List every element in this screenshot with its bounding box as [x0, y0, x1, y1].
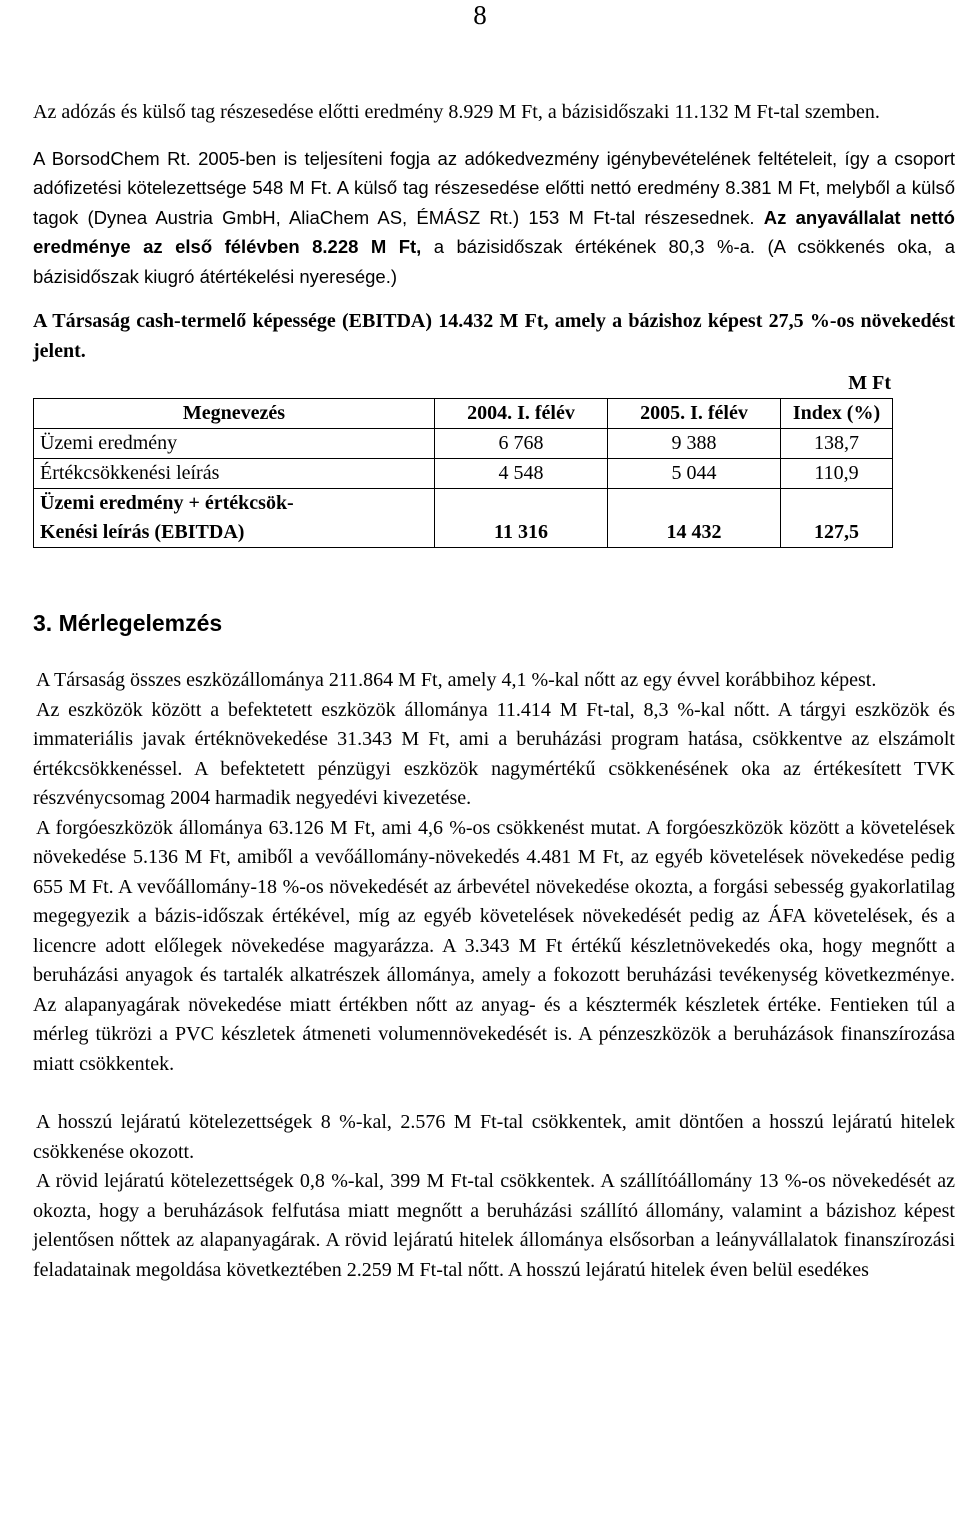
paragraph-short-term-liabilities: A rövid lejáratú kötelezettségek 0,8 %-kal, 399 M Ft-tal csökkentek. A szállítóállomány 13 %-os növekedését az okozta, hogy a beruházások felfutása miatt megnőtt a beruházási szállító állomány, valamint a bázishoz képest jelentősen nőttek az alapanyagárak. A rövid lejáratú hitelek állománya elsősorban a leányvállalatok finanszírozási feladatainak megoldása következtében 2.259 M Ft-tal nőtt. A hosszú lejáratú hitelek éven belül esedékes: [33, 1170, 955, 1281]
row-value: 138,7: [781, 429, 893, 459]
row-value: 110,9: [781, 459, 893, 489]
header-index: Index (%): [781, 399, 893, 429]
row-value: 5 044: [608, 459, 781, 489]
total-label-line1: Üzemi eredmény + értékcsök-: [40, 492, 294, 514]
header-2005: 2005. I. félév: [608, 399, 781, 429]
paragraph-fixed-assets: Az eszközök között a befektetett eszközök állománya 11.414 M Ft-tal, 8,3 %-kal nőtt. A tárgyi eszközök és immateriális javak értéknövekedése 31.343 M Ft, ami a beruházási program hatása, csökkentve az elszámolt értékcsökkenéssel. A befektetett pénzügyi eszközök nagymértékű csökkenésének oka az értékesített TVK részvénycsomag 2004 harmadik negyedévi kivezetése.: [33, 698, 955, 809]
text-external-share: A külső tag részesedése előtti nettó eredmény 8.381 M Ft, melyből a külső tagok (Dynea Austria GmbH, AliaChem AS, ÉMÁSZ Rt.) 153 M Ft-tal részesednek.: [33, 177, 955, 228]
document-body: [33, 98, 955, 1285]
text-base-period: a bázisidőszak értékének 80,3 %-a. (A csökkenés oka, a bázisidőszak kiugró átértékelési nyeresége.): [33, 236, 955, 287]
paragraph-tax: [33, 144, 955, 292]
header-2004: 2004. I. félév: [435, 399, 608, 429]
row-value: 6 768: [435, 429, 608, 459]
page-number: 8: [473, 0, 487, 30]
table-row: [34, 459, 893, 489]
total-value: 127,5: [781, 489, 893, 548]
paragraph-current-assets: A forgóeszközök állománya 63.126 M Ft, ami 4,6 %-os csökkenést mutat. A forgóeszközök között a követelések növekedése 5.136 M Ft, amiből a vevőállomány-növekedés 4.481 M Ft, az egyéb követelések növekedése pedig 655 M Ft. A vevőállomány-18 %-os növekedését az árbevétel növekedése okozta, a forgási sebesség gyakorlatilag megegyezik a bázis-időszak értékével, míg az egyéb követelések növekedését pedig az ÁFA követelések, és a licencre adott előlegek növekedése magyarázza. A 3.343 M Ft értékű készletnövekedés oka, hogy megnőtt a beruházási anyagok és tartalék alkatrészek állománya, amely a fokozott beruházási tevékenység következménye. Az alapanyagárak növekedése miatt értékben nőtt az anyag- és a késztermék készletek értéke. Fentieken túl a mérleg tükrözi a PVC készletek átmeneti volumennövekedését is. A pénzeszközök a beruházások finanszírozása miatt csökkentek.: [33, 816, 955, 1075]
table-header-row: [34, 399, 893, 429]
total-label: [34, 489, 435, 548]
table-unit-label: M Ft: [848, 372, 891, 394]
paragraph-pretax-result: Az adózás és külső tag részesedése előtti eredmény 8.929 M Ft, a bázisidőszaki 11.132 M Ft-tal szemben.: [33, 101, 880, 123]
total-label-line2: Kenési leírás (EBITDA): [40, 521, 245, 543]
row-value: 4 548: [435, 459, 608, 489]
header-megnevezes: Megnevezés: [34, 399, 435, 429]
table-row: [34, 429, 893, 459]
text-parent-net-result: Az anyavállalat nettó eredménye az első félévben 8.228 M Ft,: [33, 206, 955, 257]
paragraph-total-assets: A Társaság összes eszközállománya 211.864 M Ft, amely 4,1 %-kal nőtt az egy évvel korábbihoz képest.: [36, 669, 877, 691]
total-value: 14 432: [608, 489, 781, 548]
paragraph-long-term-liabilities: A hosszú lejáratú kötelezettségek 8 %-kal, 2.576 M Ft-tal csökkentek, amit döntően a hosszú lejáratú hitelek csökkenése okozott.: [33, 1111, 955, 1163]
table-total-row: [34, 489, 893, 548]
paragraph-ebitda: A Társaság cash-termelő képessége (EBITDA) 14.432 M Ft, amely a bázishoz képest 27,5 %-os növekedést jelent.: [33, 310, 955, 362]
section-title: 3. Mérlegelemzés: [33, 610, 223, 636]
text-tax-obligation: A BorsodChem Rt. 2005-ben is teljesíteni fogja az adókedvezmény igénybevételének feltételeit, így a csoport adófizetési kötelezettsége 548 M Ft.: [33, 147, 955, 198]
row-value: 9 388: [608, 429, 781, 459]
total-value: 11 316: [435, 489, 608, 548]
row-label: Értékcsökkenési leírás: [34, 459, 435, 489]
row-label: Üzemi eredmény: [34, 429, 435, 459]
ebitda-table: [33, 398, 893, 548]
